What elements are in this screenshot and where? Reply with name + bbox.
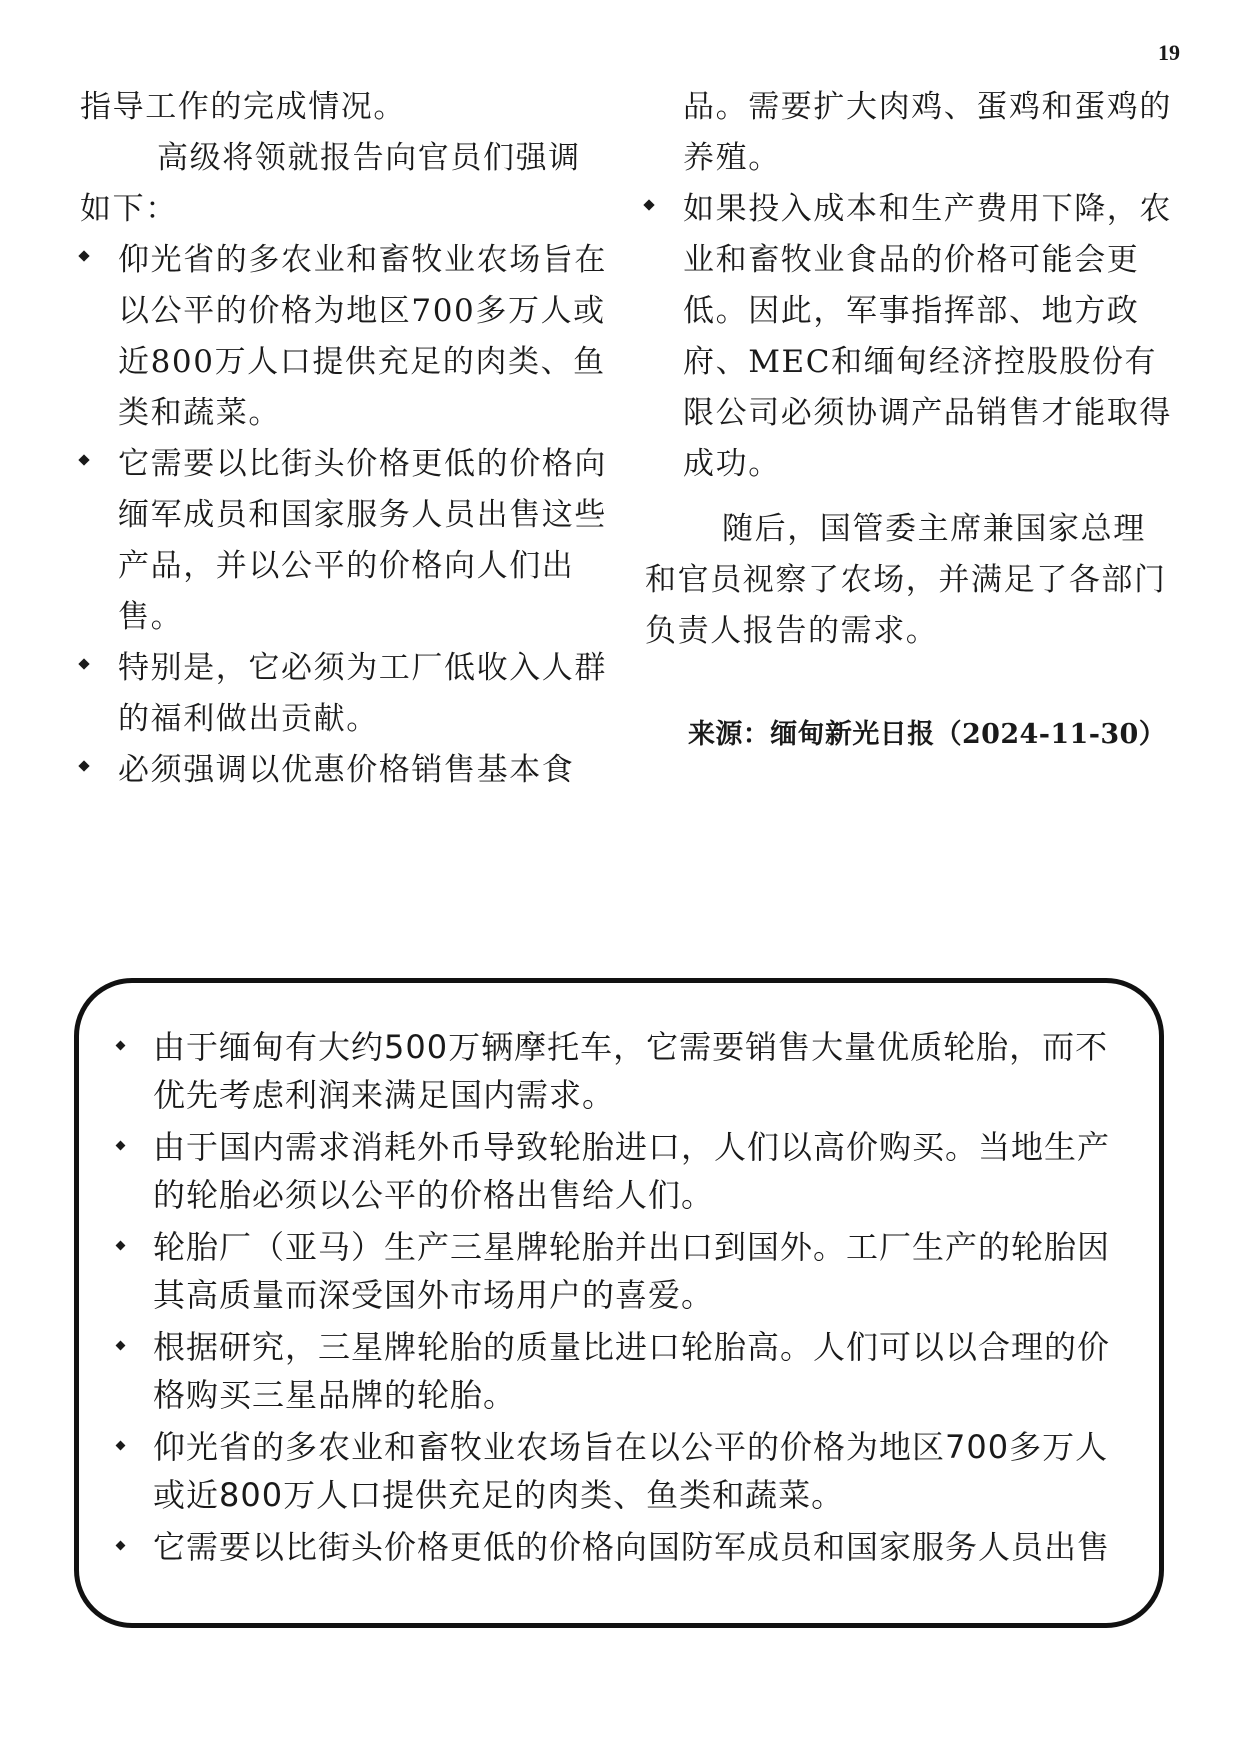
diamond-bullet-icon [643,199,654,210]
list-item-text: 必须强调以优惠价格销售基本食 [118,752,575,788]
list-item-text: 品。需要扩大肉鸡、蛋鸡和蛋鸡的养殖。 [683,89,1172,176]
list-item [80,439,610,643]
list-item [80,235,610,439]
left-bullet-list [80,235,610,796]
page-number: 19 [1158,40,1180,65]
right-column [645,82,1175,657]
list-item-text: 由于缅甸有大约500万辆摩托车，它需要销售大量优质轮胎，而不优先考虑利润来满足国内需求。 [153,1028,1109,1114]
source-citation: 来源：缅甸新光日报（2024-11-30） [688,719,1167,750]
list-item [80,745,610,796]
diamond-bullet-icon [78,760,89,771]
list-item [645,184,1175,490]
list-item-text: 轮胎厂（亚马）生产三星牌轮胎并出口到国外。工厂生产的轮胎因其高质量而深受国外市场用户的喜爱。 [153,1228,1111,1314]
diamond-bullet-icon [116,1041,126,1051]
list-item [117,1323,1117,1419]
diamond-bullet-icon [78,250,89,261]
list-item [117,1423,1117,1519]
closing-paragraph: 随后，国管委主席兼国家总理和官员视察了农场，并满足了各部门负责人报告的需求。 [645,511,1167,649]
diamond-bullet-icon [116,1441,126,1451]
list-item [117,1023,1117,1119]
list-item-continuation [645,82,1175,184]
list-item [80,643,610,745]
list-item-text: 根据研究，三星牌轮胎的质量比进口轮胎高。人们可以以合理的价格购买三星品牌的轮胎。 [153,1328,1111,1414]
diamond-bullet-icon [116,1341,126,1351]
right-continuation [645,82,1175,490]
list-item-text: 仰光省的多农业和畜牧业农场旨在以公平的价格为地区700多万人或近800万人口提供充足的肉类、鱼类和蔬菜。 [153,1428,1109,1514]
lead-paragraph: 高级将领就报告向官员们强调如下： [80,140,581,227]
list-item [117,1223,1117,1319]
diamond-bullet-icon [78,658,89,669]
intro-line: 指导工作的完成情况。 [80,89,406,125]
callout-bullet-list [117,1023,1117,1575]
list-item [117,1523,1117,1571]
callout-box [74,978,1164,1628]
list-item-text: 它需要以比街头价格更低的价格向缅军成员和国家服务人员出售这些产品，并以公平的价格向人们出售。 [118,446,607,635]
diamond-bullet-icon [116,1241,126,1251]
diamond-bullet-icon [116,1141,126,1151]
diamond-bullet-icon [116,1541,126,1551]
diamond-bullet-icon [78,454,89,465]
list-item-text: 仰光省的多农业和畜牧业农场旨在以公平的价格为地区700多万人或近800万人口提供充足的肉类、鱼类和蔬菜。 [118,242,607,431]
list-item [117,1123,1117,1219]
list-item-text: 它需要以比街头价格更低的价格向国防军成员和国家服务人员出售 [153,1528,1111,1566]
list-item-text: 如果投入成本和生产费用下降，农业和畜牧业食品的价格可能会更低。因此，军事指挥部、地方政府、MEC和缅甸经济控股股份有限公司必须协调产品销售才能取得成功。 [683,191,1172,482]
left-column [80,82,610,796]
list-item-text: 由于国内需求消耗外币导致轮胎进口，人们以高价购买。当地生产的轮胎必须以公平的价格出售给人们。 [153,1128,1111,1214]
list-item-text: 特别是，它必须为工厂低收入人群的福利做出贡献。 [118,650,607,737]
